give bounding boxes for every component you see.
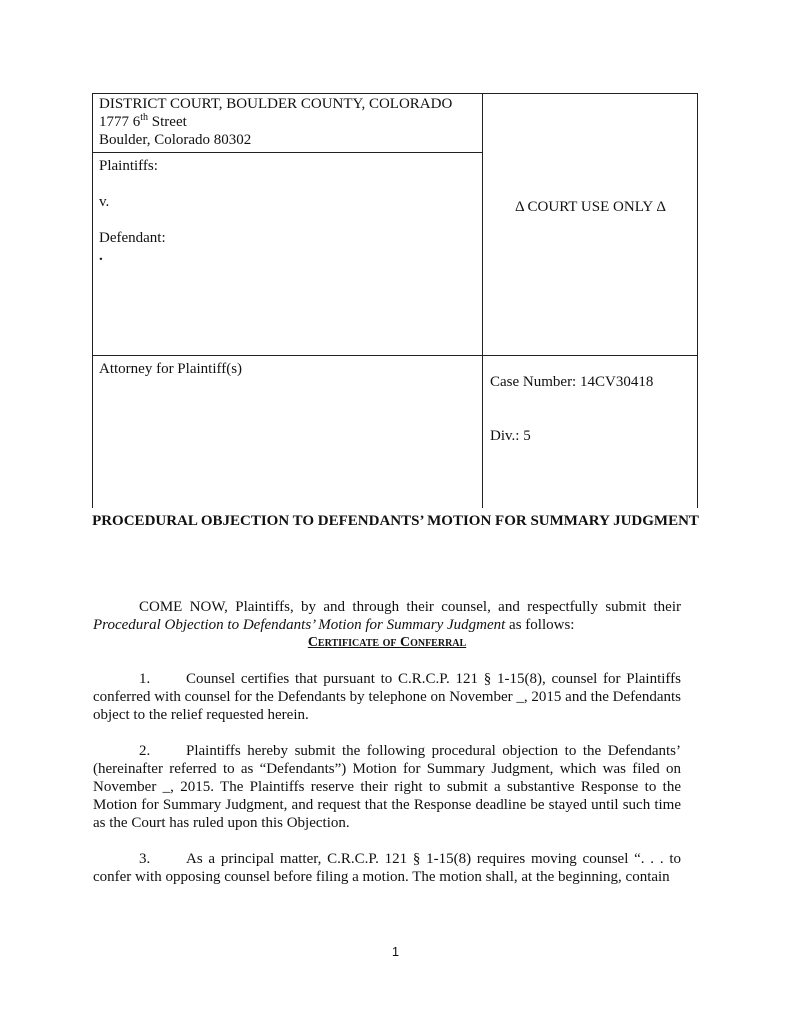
caption-top-border [92,93,698,94]
paragraph-text: Plaintiffs hereby submit the following procedural objection to the Defendants’ (hereinafter referred to as “Defendants”) Motion for Summary Judgment, which was filed on November _, 2015. The Plaintiffs reserve their right to submit a substantive Response to the Motion for Summary Judgment, and request that the Response deadline be stayed until such time as the Court has ruled upon this Objection. [93,743,681,831]
paragraph-number: 2. [139,743,151,759]
street-name: Street [148,114,187,130]
conferral-heading: Certificate of Conferral [307,635,467,650]
intro-paragraph [93,598,681,634]
court-name: DISTRICT COURT, BOULDER COUNTY, COLORADO [99,96,453,112]
intro-tail: as follows: [505,617,575,633]
document-title: PROCEDURAL OBJECTION TO DEFENDANTS’ MOTION FOR SUMMARY JUDGMENT [92,513,699,529]
caption-left-border [92,93,93,508]
court-city: Boulder, Colorado 80302 [99,132,252,148]
attorney-label: Attorney for Plaintiff(s) [99,361,243,377]
court-street [99,113,452,131]
parties-block [99,157,166,265]
party-attorney-divider [92,355,698,356]
paragraph-number: 3. [139,851,151,867]
caption-right-border [697,93,698,508]
numbered-paragraph [93,850,681,886]
court-use-only: Δ COURT USE ONLY Δ [514,199,667,215]
intro-text: COME NOW, Plaintiffs, by and through their counsel, and respectfully submit their [139,599,681,615]
court-address [99,95,452,149]
case-number: Case Number: 14CV30418 [490,374,654,390]
document-body [93,598,681,886]
motion-title-italic: Procedural Objection to Defendants’ Motion for Summary Judgment [93,617,506,633]
street-number: 1777 6 [99,114,141,130]
division-number: Div.: 5 [490,428,531,444]
caption-center-border [482,93,483,508]
defendant-name: . [99,248,103,264]
court-party-divider [92,152,483,153]
paragraph-text: As a principal matter, C.R.C.P. 121 § 1-15(8) requires moving counsel “. . . to confer with opposing counsel before filing a motion. The motion shall, at the beginning, contain [93,851,681,885]
page-number: 1 [391,944,400,959]
paragraph-number: 1. [139,671,151,687]
street-ordinal: th [140,112,149,123]
plaintiffs-label: Plaintiffs: [99,158,158,174]
caption-table [92,93,698,508]
paragraph-text: Counsel certifies that pursuant to C.R.C.P. 121 § 1-15(8), counsel for Plaintiffs conferred with counsel for the Defendants by telephone on November _, 2015 and the Defendants object to the relief requested herein. [93,671,681,723]
numbered-paragraph [93,742,681,832]
defendant-label: Defendant: [99,230,166,246]
numbered-paragraph [93,670,681,724]
versus-label: v. [99,194,110,210]
